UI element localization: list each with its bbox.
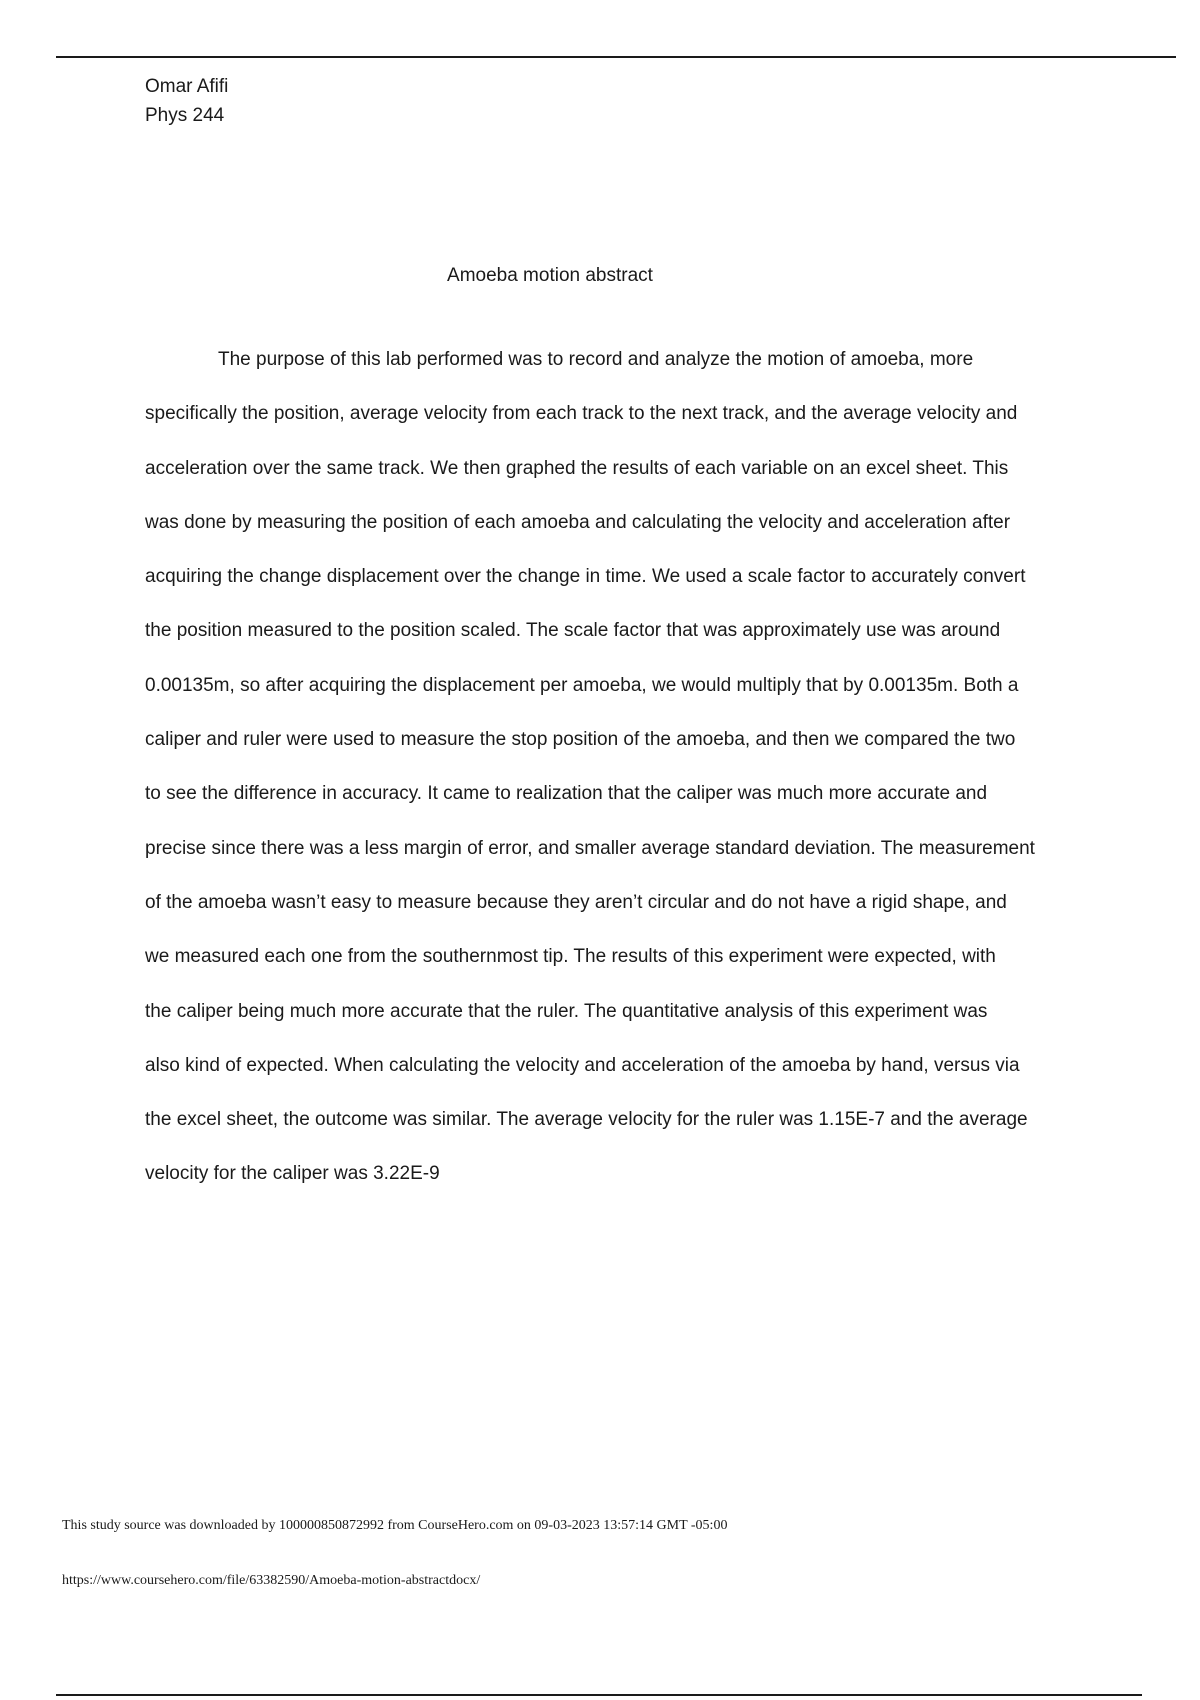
course-name: Phys 244 (145, 105, 225, 126)
paragraph-line: caliper and ruler were used to measure the stop position of the amoeba, and then we compared the two (145, 729, 1016, 751)
paragraph-line: the position measured to the position scaled. The scale factor that was approximately use was around (145, 620, 1001, 642)
author-name: Omar Afifi (145, 76, 229, 97)
paragraph-line: specifically the position, average velocity from each track to the next track, and the average velocity and (145, 403, 1018, 425)
paragraph-line: precise since there was a less margin of error, and smaller average standard deviation. The measurement (145, 837, 1035, 859)
paragraph-line: to see the difference in accuracy. It came to realization that the caliper was much more accurate and (145, 783, 988, 805)
download-source-notice: This study source was downloaded by 100000850872992 from CourseHero.com on 09-03-2023 13:57:14 GMT -05:00 (62, 1518, 728, 1533)
paragraph-line: velocity for the caliper was 3.22E-9 (145, 1163, 440, 1185)
paragraph-line: acceleration over the same track. We then graphed the results of each variable on an excel sheet. This (145, 457, 1009, 479)
paragraph-line: we measured each one from the southernmost tip. The results of this experiment were expected, with (145, 946, 996, 968)
source-url: https://www.coursehero.com/file/63382590/Amoeba-motion-abstractdocx/ (62, 1573, 481, 1588)
paragraph-line: of the amoeba wasn’t easy to measure because they aren’t circular and do not have a rigid shape, and (145, 891, 1007, 913)
paragraph-line: also kind of expected. When calculating the velocity and acceleration of the amoeba by hand, versus via (145, 1054, 1020, 1076)
paragraph-line: The purpose of this lab performed was to record and analyze the motion of amoeba, more (218, 349, 974, 370)
paragraph-line: was done by measuring the position of each amoeba and calculating the velocity and acceleration after (145, 511, 1011, 533)
abstract-paragraph (145, 333, 1095, 1202)
document-header (145, 72, 228, 130)
paragraph-line: acquiring the change displacement over the change in time. We used a scale factor to accurately convert (145, 566, 1026, 588)
top-rule (56, 56, 1176, 58)
document-title: Amoeba motion abstract (447, 265, 653, 286)
bottom-rule (56, 1694, 1142, 1696)
paragraph-line: the caliper being much more accurate that the ruler. The quantitative analysis of this experiment was (145, 1000, 988, 1022)
paragraph-line: 0.00135m, so after acquiring the displacement per amoeba, we would multiply that by 0.00135m. Both a (145, 674, 1019, 696)
paragraph-line: the excel sheet, the outcome was similar. The average velocity for the ruler was 1.15E-7 and the average (145, 1109, 1028, 1131)
